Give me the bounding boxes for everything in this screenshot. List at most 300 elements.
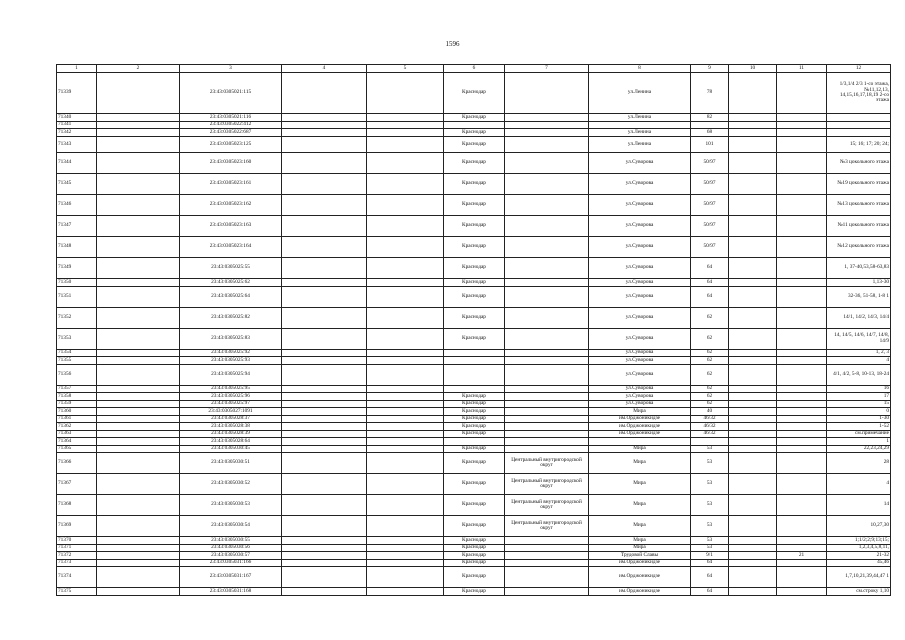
cell-col-10 bbox=[729, 385, 777, 393]
cell-street: Мира bbox=[589, 516, 691, 537]
cell-house-number: 53 bbox=[691, 474, 729, 495]
cell-house-number: 62 bbox=[691, 349, 729, 357]
cell-col-10 bbox=[729, 174, 777, 195]
cell-cadastral-number: 23:43:0305030:57 bbox=[180, 552, 282, 560]
cell-district bbox=[505, 408, 589, 416]
cell-premises: 21-32 bbox=[827, 552, 891, 560]
cell-col-10 bbox=[729, 438, 777, 446]
cell-cadastral-number: 23:43:0305022:412 bbox=[180, 121, 282, 129]
cell-col-11 bbox=[777, 153, 827, 174]
cell-col-4 bbox=[282, 445, 367, 453]
cell-col-5 bbox=[367, 393, 444, 401]
cell-city: Краснодар bbox=[444, 258, 505, 279]
cell-col-11 bbox=[777, 174, 827, 195]
cell-col-4 bbox=[282, 438, 367, 446]
cell-house-number: 82 bbox=[691, 114, 729, 122]
cell-col-11 bbox=[777, 415, 827, 423]
cell-house-number: 62 bbox=[691, 357, 729, 365]
cell-cadastral-number: 23:43:0305028:37 bbox=[180, 415, 282, 423]
cell-house-number: 50/97 bbox=[691, 237, 729, 258]
cell-col-5 bbox=[367, 423, 444, 431]
cell-district bbox=[505, 537, 589, 545]
cell-col-10 bbox=[729, 114, 777, 122]
cell-premises bbox=[827, 121, 891, 129]
cell-col-5 bbox=[367, 438, 444, 446]
register-table bbox=[56, 64, 891, 596]
table-row bbox=[57, 121, 891, 129]
cell-col-5 bbox=[367, 328, 444, 349]
cell-district bbox=[505, 258, 589, 279]
cell-col-10 bbox=[729, 136, 777, 153]
cell-record-number: 71348 bbox=[57, 237, 97, 258]
cell-col-11 bbox=[777, 393, 827, 401]
cell-cadastral-number: 23:43:0305030:45 bbox=[180, 445, 282, 453]
cell-house-number: 50/97 bbox=[691, 153, 729, 174]
column-header: 6 bbox=[444, 65, 505, 73]
cell-cadastral-number: 23:43:0305028:38 bbox=[180, 423, 282, 431]
cell-district bbox=[505, 438, 589, 446]
cell-house-number: 64 bbox=[691, 279, 729, 287]
cell-cadastral-number: 23:43:0305023:125 bbox=[180, 136, 282, 153]
cell-col-4 bbox=[282, 430, 367, 438]
cell-col-5 bbox=[367, 559, 444, 567]
cell-col-2 bbox=[97, 357, 180, 365]
cell-col-4 bbox=[282, 121, 367, 129]
cell-col-4 bbox=[282, 544, 367, 552]
cell-street: Мира bbox=[589, 495, 691, 516]
column-header: 8 bbox=[589, 65, 691, 73]
cell-col-4 bbox=[282, 559, 367, 567]
cell-col-5 bbox=[367, 153, 444, 174]
cell-cadastral-number: 23:43:0305023:160 bbox=[180, 153, 282, 174]
cell-record-number: 71372 bbox=[57, 552, 97, 560]
cell-col-11 bbox=[777, 474, 827, 495]
cell-col-2 bbox=[97, 364, 180, 385]
cell-col-2 bbox=[97, 552, 180, 560]
cell-col-11 bbox=[777, 537, 827, 545]
cell-col-4 bbox=[282, 408, 367, 416]
cell-col-2 bbox=[97, 588, 180, 596]
table-row bbox=[57, 453, 891, 474]
cell-col-2 bbox=[97, 129, 180, 137]
table-row bbox=[57, 559, 891, 567]
cell-col-2 bbox=[97, 121, 180, 129]
column-header: 9 bbox=[691, 65, 729, 73]
cell-city: Краснодар bbox=[444, 279, 505, 287]
cell-cadastral-number: 23:43:0305030:53 bbox=[180, 495, 282, 516]
cell-col-2 bbox=[97, 559, 180, 567]
cell-street: ул.Суворова bbox=[589, 195, 691, 216]
cell-district bbox=[505, 195, 589, 216]
cell-house-number: 50/97 bbox=[691, 174, 729, 195]
table-row bbox=[57, 153, 891, 174]
cell-col-5 bbox=[367, 385, 444, 393]
cell-city: Краснодар bbox=[444, 174, 505, 195]
column-header: 12 bbox=[827, 65, 891, 73]
cell-premises: 1-30 bbox=[827, 415, 891, 423]
cell-col-4 bbox=[282, 393, 367, 401]
cell-district bbox=[505, 567, 589, 588]
cell-record-number: 71355 bbox=[57, 357, 97, 365]
cell-col-11 bbox=[777, 453, 827, 474]
cell-col-5 bbox=[367, 430, 444, 438]
cell-district bbox=[505, 349, 589, 357]
cell-premises: 14 bbox=[827, 495, 891, 516]
cell-col-11 bbox=[777, 567, 827, 588]
cell-district bbox=[505, 588, 589, 596]
cell-city: Краснодар bbox=[444, 588, 505, 596]
table-row bbox=[57, 415, 891, 423]
cell-col-10 bbox=[729, 559, 777, 567]
cell-col-11 bbox=[777, 544, 827, 552]
cell-premises: 1, 2, 3 bbox=[827, 349, 891, 357]
cell-col-10 bbox=[729, 588, 777, 596]
cell-record-number: 71360 bbox=[57, 408, 97, 416]
cell-col-11: 21 bbox=[777, 552, 827, 560]
cell-record-number: 71361 bbox=[57, 415, 97, 423]
cell-col-10 bbox=[729, 495, 777, 516]
cell-col-11 bbox=[777, 430, 827, 438]
cell-premises: 0 bbox=[827, 408, 891, 416]
cell-district bbox=[505, 393, 589, 401]
cell-col-10 bbox=[729, 516, 777, 537]
cell-city: Краснодар bbox=[444, 400, 505, 408]
cell-city bbox=[444, 364, 505, 385]
cell-col-4 bbox=[282, 357, 367, 365]
cell-premises: 1/3,1/4 2/3 1-со этажа,№11,12,13, 14,15,16,17,18,19 2-со этажа bbox=[827, 73, 891, 114]
cell-city: Краснодар bbox=[444, 516, 505, 537]
cell-district bbox=[505, 237, 589, 258]
table-row bbox=[57, 495, 891, 516]
cell-house-number: 64 bbox=[691, 588, 729, 596]
cell-cadastral-number: 23:43:0305030:56 bbox=[180, 544, 282, 552]
table-row bbox=[57, 516, 891, 537]
cell-col-11 bbox=[777, 136, 827, 153]
cell-col-5 bbox=[367, 588, 444, 596]
cell-col-4 bbox=[282, 195, 367, 216]
cell-col-11 bbox=[777, 385, 827, 393]
cell-district bbox=[505, 328, 589, 349]
cell-city: Краснодар bbox=[444, 430, 505, 438]
table-row bbox=[57, 357, 891, 365]
cell-cadastral-number: 23:43:0305025:95 bbox=[180, 385, 282, 393]
cell-record-number: 71363 bbox=[57, 430, 97, 438]
cell-col-5 bbox=[367, 114, 444, 122]
cell-district bbox=[505, 153, 589, 174]
column-header: 10 bbox=[729, 65, 777, 73]
cell-cadastral-number: 23:43:0305023:162 bbox=[180, 195, 282, 216]
cell-street: ул.Ленина bbox=[589, 136, 691, 153]
cell-col-4 bbox=[282, 567, 367, 588]
cell-cadastral-number: 23:43:0305025:92 bbox=[180, 349, 282, 357]
cell-street bbox=[589, 121, 691, 129]
cell-col-4 bbox=[282, 286, 367, 307]
cell-cadastral-number: 23:43:0305023:161 bbox=[180, 174, 282, 195]
table-row bbox=[57, 136, 891, 153]
cell-cadastral-number: 23:43:0305025:96 bbox=[180, 393, 282, 401]
cell-street: им.Орджоникидзе bbox=[589, 430, 691, 438]
cell-city: Краснодар bbox=[444, 445, 505, 453]
cell-col-10 bbox=[729, 423, 777, 431]
cell-street: им.Орджоникидзе bbox=[589, 588, 691, 596]
cell-record-number: 71373 bbox=[57, 559, 97, 567]
cell-col-10 bbox=[729, 121, 777, 129]
cell-premises: 1, 37-40,53,58-63,83 bbox=[827, 258, 891, 279]
cell-premises: см.примечание bbox=[827, 430, 891, 438]
cell-district bbox=[505, 307, 589, 328]
cell-street: ул.Ленина bbox=[589, 73, 691, 114]
cell-district bbox=[505, 385, 589, 393]
cell-col-11 bbox=[777, 216, 827, 237]
cell-premises: 14/1, 14/2, 14/3, 14/4 bbox=[827, 307, 891, 328]
cell-house-number: 9/1 bbox=[691, 552, 729, 560]
cell-street: ул.Суворова bbox=[589, 237, 691, 258]
column-header: 11 bbox=[777, 65, 827, 73]
cell-premises: 28 bbox=[827, 453, 891, 474]
table-row bbox=[57, 438, 891, 446]
cell-district: Центральный внутригородской округ bbox=[505, 474, 589, 495]
cell-record-number: 71354 bbox=[57, 349, 97, 357]
cell-city bbox=[444, 438, 505, 446]
cell-district: Центральный внутригородской округ bbox=[505, 495, 589, 516]
cell-street: им.Орджоникидзе bbox=[589, 415, 691, 423]
column-header: 5 bbox=[367, 65, 444, 73]
cell-col-11 bbox=[777, 121, 827, 129]
cell-street: ул.Суворова bbox=[589, 385, 691, 393]
cell-col-10 bbox=[729, 567, 777, 588]
cell-record-number: 71351 bbox=[57, 286, 97, 307]
cell-house-number: 40 bbox=[691, 408, 729, 416]
cell-city bbox=[444, 385, 505, 393]
cell-col-5 bbox=[367, 537, 444, 545]
cell-record-number: 71364 bbox=[57, 438, 97, 446]
cell-col-4 bbox=[282, 328, 367, 349]
cell-city: Краснодар bbox=[444, 286, 505, 307]
cell-col-5 bbox=[367, 136, 444, 153]
cell-col-11 bbox=[777, 559, 827, 567]
cell-record-number: 71374 bbox=[57, 567, 97, 588]
cell-street: ул.Суворова bbox=[589, 400, 691, 408]
cell-record-number: 71366 bbox=[57, 453, 97, 474]
cell-col-11 bbox=[777, 588, 827, 596]
cell-col-11 bbox=[777, 423, 827, 431]
table-row bbox=[57, 216, 891, 237]
cell-city: Краснодар bbox=[444, 495, 505, 516]
table-row bbox=[57, 279, 891, 287]
cell-col-10 bbox=[729, 415, 777, 423]
cell-col-2 bbox=[97, 567, 180, 588]
cell-col-11 bbox=[777, 357, 827, 365]
cell-cadastral-number: 23:43:0305030:54 bbox=[180, 516, 282, 537]
cell-cadastral-number: 23:43:0305030:55 bbox=[180, 537, 282, 545]
cell-record-number: 71359 bbox=[57, 400, 97, 408]
page-number: 1596 bbox=[445, 40, 460, 48]
cell-record-number: 71365 bbox=[57, 445, 97, 453]
cell-street: ул.Суворова bbox=[589, 307, 691, 328]
cell-city bbox=[444, 121, 505, 129]
cell-house-number: 50/97 bbox=[691, 216, 729, 237]
cell-col-10 bbox=[729, 453, 777, 474]
cell-house-number: 46/32 bbox=[691, 430, 729, 438]
cell-street: ул.Суворова bbox=[589, 364, 691, 385]
cell-city: Краснодар bbox=[444, 153, 505, 174]
cell-col-5 bbox=[367, 174, 444, 195]
cell-street: ул.Суворова bbox=[589, 216, 691, 237]
cell-col-10 bbox=[729, 73, 777, 114]
cell-cadastral-number: 23:43:0305030:51 bbox=[180, 453, 282, 474]
cell-col-2 bbox=[97, 114, 180, 122]
cell-col-10 bbox=[729, 400, 777, 408]
cell-house-number: 53 bbox=[691, 445, 729, 453]
cell-city: Краснодар bbox=[444, 307, 505, 328]
cell-premises: 4 bbox=[827, 357, 891, 365]
cell-col-2 bbox=[97, 393, 180, 401]
cell-city bbox=[444, 357, 505, 365]
cell-record-number: 71356 bbox=[57, 364, 97, 385]
table-row bbox=[57, 286, 891, 307]
cell-col-2 bbox=[97, 258, 180, 279]
cell-premises: 4 bbox=[827, 474, 891, 495]
cell-street: Мира bbox=[589, 537, 691, 545]
cell-col-10 bbox=[729, 364, 777, 385]
cell-street: Мира bbox=[589, 408, 691, 416]
cell-record-number: 71353 bbox=[57, 328, 97, 349]
cell-record-number: 71375 bbox=[57, 588, 97, 596]
cell-city: Краснодар bbox=[444, 567, 505, 588]
cell-house-number: 53 bbox=[691, 544, 729, 552]
cell-col-4 bbox=[282, 453, 367, 474]
cell-col-5 bbox=[367, 237, 444, 258]
cell-col-4 bbox=[282, 279, 367, 287]
column-header: 7 bbox=[505, 65, 589, 73]
table-row bbox=[57, 423, 891, 431]
cell-city: Краснодар bbox=[444, 393, 505, 401]
table-row bbox=[57, 258, 891, 279]
cell-street: ул.Суворова bbox=[589, 349, 691, 357]
cell-col-11 bbox=[777, 445, 827, 453]
cell-col-4 bbox=[282, 349, 367, 357]
cell-col-5 bbox=[367, 552, 444, 560]
cell-cadastral-number: 23:43:0305025:82 bbox=[180, 307, 282, 328]
cell-district bbox=[505, 415, 589, 423]
column-header: 4 bbox=[282, 65, 367, 73]
cell-street: ул.Суворова bbox=[589, 258, 691, 279]
cell-col-5 bbox=[367, 216, 444, 237]
cell-house-number: 62 bbox=[691, 328, 729, 349]
cell-record-number: 71369 bbox=[57, 516, 97, 537]
cell-col-4 bbox=[282, 114, 367, 122]
cell-city: Краснодар bbox=[444, 423, 505, 431]
column-header: 1 bbox=[57, 65, 97, 73]
cell-district: Центральный внутригородской округ bbox=[505, 516, 589, 537]
cell-col-2 bbox=[97, 400, 180, 408]
cell-col-4 bbox=[282, 136, 367, 153]
cell-house-number: 64 bbox=[691, 559, 729, 567]
cell-col-10 bbox=[729, 328, 777, 349]
cell-cadastral-number: 23:43:0305021:115 bbox=[180, 73, 282, 114]
cell-cadastral-number: 23:43:0305025:55 bbox=[180, 258, 282, 279]
cell-district bbox=[505, 279, 589, 287]
cell-street: ул.Суворова bbox=[589, 393, 691, 401]
cell-city: Краснодар bbox=[444, 544, 505, 552]
column-header: 2 bbox=[97, 65, 180, 73]
cell-premises: 10,27,30 bbox=[827, 516, 891, 537]
cell-cadastral-number: 23:43:0305025:83 bbox=[180, 328, 282, 349]
cell-col-4 bbox=[282, 385, 367, 393]
cell-street: ул.Ленина bbox=[589, 129, 691, 137]
cell-district bbox=[505, 216, 589, 237]
cell-street: им.Орджоникидзе bbox=[589, 559, 691, 567]
table-row bbox=[57, 174, 891, 195]
cell-col-11 bbox=[777, 195, 827, 216]
cell-record-number: 71367 bbox=[57, 474, 97, 495]
cell-col-10 bbox=[729, 237, 777, 258]
table-row bbox=[57, 400, 891, 408]
table-row bbox=[57, 237, 891, 258]
table-row bbox=[57, 114, 891, 122]
cell-col-11 bbox=[777, 364, 827, 385]
cell-col-11 bbox=[777, 279, 827, 287]
cell-premises: 1,7,10,21,39,44,47 1 bbox=[827, 567, 891, 588]
cell-record-number: 71347 bbox=[57, 216, 97, 237]
cell-col-4 bbox=[282, 552, 367, 560]
cell-col-10 bbox=[729, 129, 777, 137]
cell-col-5 bbox=[367, 544, 444, 552]
cell-house-number: 62 bbox=[691, 307, 729, 328]
cell-col-10 bbox=[729, 258, 777, 279]
cell-col-10 bbox=[729, 153, 777, 174]
cell-district: Центральный внутригородской округ bbox=[505, 453, 589, 474]
cell-col-2 bbox=[97, 474, 180, 495]
cell-district bbox=[505, 121, 589, 129]
cell-record-number: 71357 bbox=[57, 385, 97, 393]
cell-district bbox=[505, 364, 589, 385]
cell-cadastral-number: 23:43:0305022:687 bbox=[180, 129, 282, 137]
cell-col-2 bbox=[97, 423, 180, 431]
cell-record-number: 71346 bbox=[57, 195, 97, 216]
cell-col-11 bbox=[777, 349, 827, 357]
cell-col-5 bbox=[367, 349, 444, 357]
cell-house-number: 46/32 bbox=[691, 415, 729, 423]
cell-cadastral-number: 23:43:0305027:1091 bbox=[180, 408, 282, 416]
cell-col-11 bbox=[777, 408, 827, 416]
cell-house-number: 53 bbox=[691, 537, 729, 545]
table-row bbox=[57, 567, 891, 588]
cell-col-11 bbox=[777, 495, 827, 516]
cell-district bbox=[505, 400, 589, 408]
cell-col-10 bbox=[729, 445, 777, 453]
cell-col-4 bbox=[282, 307, 367, 328]
cell-street: ул.Суворова bbox=[589, 286, 691, 307]
cell-record-number: 71343 bbox=[57, 136, 97, 153]
cell-street: ул.Ленина bbox=[589, 114, 691, 122]
cell-col-5 bbox=[367, 364, 444, 385]
cell-house-number: 64 bbox=[691, 286, 729, 307]
cell-district bbox=[505, 174, 589, 195]
cell-col-10 bbox=[729, 474, 777, 495]
cell-street: им.Орджоникидзе bbox=[589, 423, 691, 431]
cell-city: Краснодар bbox=[444, 474, 505, 495]
cell-col-2 bbox=[97, 445, 180, 453]
cell-premises: 1,13-30 bbox=[827, 279, 891, 287]
cell-col-5 bbox=[367, 73, 444, 114]
cell-house-number bbox=[691, 121, 729, 129]
cell-street: Мира bbox=[589, 474, 691, 495]
cell-col-4 bbox=[282, 474, 367, 495]
cell-premises: №13 цокольного этажа bbox=[827, 195, 891, 216]
cell-street bbox=[589, 438, 691, 446]
cell-col-4 bbox=[282, 495, 367, 516]
